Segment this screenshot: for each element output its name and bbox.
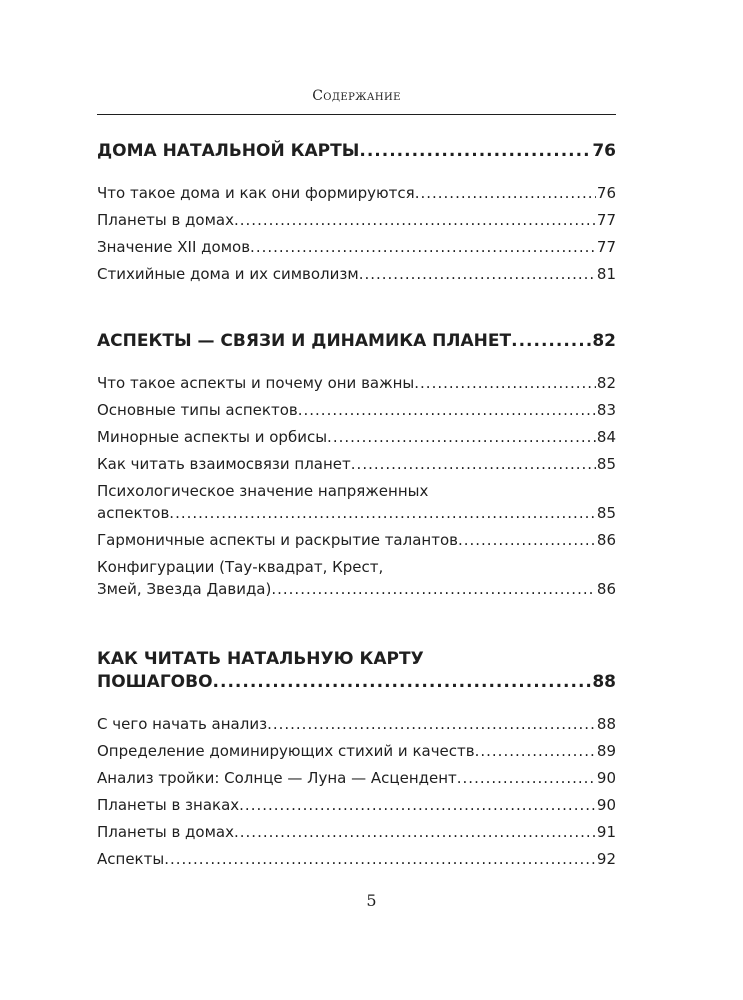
- dot-leader: [164, 846, 596, 873]
- dot-leader: [327, 424, 596, 451]
- toc-entry[interactable]: [97, 451, 616, 478]
- section-heading[interactable]: [97, 648, 616, 694]
- dot-leader: [169, 502, 596, 524]
- dot-leader: [234, 207, 596, 234]
- section-page-number: 76: [592, 141, 616, 161]
- entry-page-number: 90: [596, 769, 616, 787]
- dot-leader: [475, 738, 596, 765]
- toc-entry[interactable]: [97, 261, 616, 288]
- entry-page-number: 85: [596, 504, 616, 522]
- toc-section-houses: [97, 140, 616, 288]
- dot-leader: [359, 261, 596, 288]
- toc-entry[interactable]: [97, 846, 616, 873]
- dot-leader: [298, 397, 596, 424]
- entry-page-number: 86: [596, 580, 616, 598]
- dot-leader: [234, 819, 596, 846]
- entry-title: Планеты в домах: [97, 211, 234, 229]
- section-title: АСПЕКТЫ — СВЯЗИ И ДИНАМИКА ПЛАНЕТ: [97, 331, 512, 351]
- entry-title: Планеты в домах: [97, 823, 234, 841]
- section-page-number: 88: [592, 672, 616, 692]
- toc-entry[interactable]: [97, 370, 616, 397]
- entry-title: Минорные аспекты и орбисы: [97, 428, 328, 446]
- entry-title: Анализ тройки: Солнце — Луна — Асцендент: [97, 769, 457, 787]
- entry-page-number: 76: [596, 184, 616, 202]
- running-head: Содержание: [312, 88, 401, 104]
- page-number: 5: [366, 891, 377, 910]
- dot-leader: [351, 451, 596, 478]
- section-title-line1: КАК ЧИТАТЬ НАТАЛЬНУЮ КАРТУ: [97, 649, 424, 669]
- entry-title: Стихийные дома и их символизм: [97, 265, 359, 283]
- toc-entry[interactable]: [97, 207, 616, 234]
- toc-section-aspects: [97, 330, 616, 603]
- section-page-number: 82: [592, 331, 616, 351]
- entry-page-number: 77: [596, 238, 616, 256]
- entry-page-number: 85: [596, 455, 616, 473]
- entry-title-line1: Конфигурации (Тау-квадрат, Крест,: [97, 558, 384, 576]
- toc-entry[interactable]: [97, 180, 616, 207]
- entry-title: Основные типы аспектов: [97, 401, 298, 419]
- section-title: ДОМА НАТАЛЬНОЙ КАРТЫ: [97, 141, 360, 161]
- entry-page-number: 90: [596, 796, 616, 814]
- entry-title-line2: аспектов: [97, 504, 170, 522]
- entry-page-number: 88: [596, 715, 616, 733]
- entry-page-number: 86: [596, 531, 616, 549]
- entry-page-number: 92: [596, 850, 616, 868]
- toc-entry[interactable]: [97, 234, 616, 261]
- dot-leader: [213, 671, 592, 694]
- section-heading[interactable]: [97, 140, 616, 163]
- entry-page-number: 83: [596, 401, 616, 419]
- entry-title: Что такое аспекты и почему они важны: [97, 374, 415, 392]
- entry-page-number: 91: [596, 823, 616, 841]
- header-rule: [97, 114, 616, 115]
- toc-entry[interactable]: [97, 527, 616, 554]
- dot-leader: [271, 578, 596, 600]
- toc-entry[interactable]: [97, 554, 616, 603]
- toc-entry[interactable]: [97, 738, 616, 765]
- entry-title: Что такое дома и как они формируются: [97, 184, 415, 202]
- entry-title: Аспекты: [97, 850, 165, 868]
- dot-leader: [415, 180, 596, 207]
- entry-title: Определение доминирующих стихий и качеств: [97, 742, 475, 760]
- toc-entry[interactable]: [97, 765, 616, 792]
- toc-entry[interactable]: [97, 711, 616, 738]
- entry-title: Гармоничные аспекты и раскрытие талантов: [97, 531, 458, 549]
- dot-leader: [414, 370, 596, 397]
- dot-leader: [239, 792, 596, 819]
- dot-leader: [359, 140, 591, 163]
- dot-leader: [250, 234, 596, 261]
- dot-leader: [511, 330, 591, 353]
- entry-title-line1: Психологическое значение напряженных: [97, 482, 429, 500]
- dot-leader: [457, 765, 596, 792]
- entry-title: Планеты в знаках: [97, 796, 240, 814]
- entry-page-number: 81: [596, 265, 616, 283]
- toc-entry[interactable]: [97, 397, 616, 424]
- toc-entry[interactable]: [97, 478, 616, 527]
- entry-page-number: 84: [596, 428, 616, 446]
- dot-leader: [267, 711, 596, 738]
- dot-leader: [458, 527, 596, 554]
- section-title-line2: ПОШАГОВО: [97, 672, 213, 692]
- entry-page-number: 77: [596, 211, 616, 229]
- toc-entry[interactable]: [97, 424, 616, 451]
- entry-title: Значение XII домов: [97, 238, 251, 256]
- entry-title: Как читать взаимосвязи планет: [97, 455, 351, 473]
- entry-title: С чего начать анализ: [97, 715, 268, 733]
- toc-section-reading-chart: [97, 648, 616, 873]
- section-heading[interactable]: [97, 330, 616, 353]
- entry-page-number: 82: [596, 374, 616, 392]
- entry-page-number: 89: [596, 742, 616, 760]
- toc-entry[interactable]: [97, 792, 616, 819]
- entry-title-line2: Змей, Звезда Давида): [97, 580, 272, 598]
- toc-entry[interactable]: [97, 819, 616, 846]
